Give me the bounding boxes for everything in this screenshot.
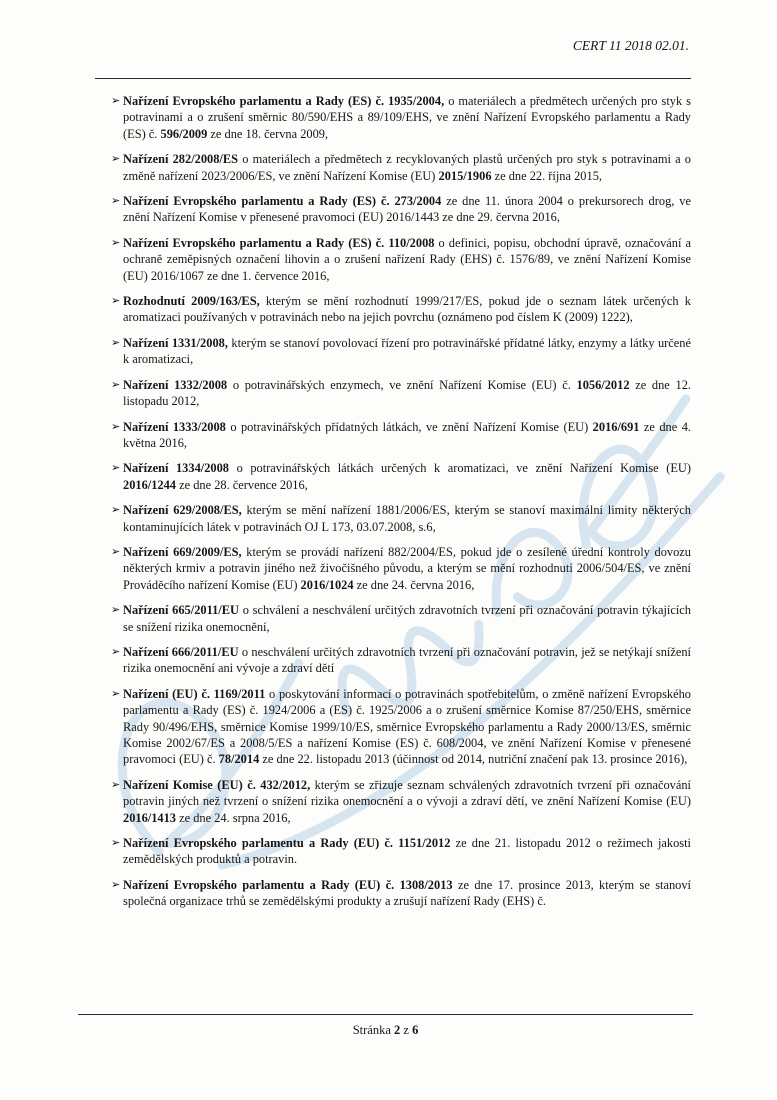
regulation-item [95, 644, 691, 677]
regulation-item [95, 835, 691, 868]
arrow-bullet-icon: ➢ [111, 195, 121, 208]
regulation-item [95, 419, 691, 452]
regulation-item [95, 93, 691, 142]
arrow-bullet-icon: ➢ [111, 504, 121, 517]
arrow-bullet-icon: ➢ [111, 378, 121, 391]
regulation-text: Nařízení Komise (EU) č. 432/2012, kterým se zřizuje seznam schválených zdravotních tvrzení při označování potravin jiných než tvrzení o snížení rizika onemocnění a o vývoji a zdraví dětí, ve znění Nařízení Komise (EU) 2016/1413 ze dne 24. srpna 2016, [123, 777, 691, 825]
regulation-text: Nařízení 1333/2008 o potravinářských přídatných látkách, ve znění Nařízení Komise (EU) 2016/691 ze dne 4. května 2016, [123, 419, 691, 450]
regulation-item [95, 335, 691, 368]
regulation-item [95, 460, 691, 493]
regulation-text: Nařízení 1331/2008, kterým se stanoví povolovací řízení pro potravinářské přídatné látky, enzymy a látky určené k aromatizaci, [123, 335, 692, 367]
regulation-text: Nařízení Evropského parlamentu a Rady (EU) č. 1308/2013 ze dne 17. prosince 2013, kterým se stanoví společná organizace trhů se zemědělskými produkty a zrušují nařízení Rady (EHS) č. [123, 877, 692, 909]
regulation-text: Nařízení 282/2008/ES o materiálech a předmětech z recyklovaných plastů určených pro styk s potravinami a o změně nařízení 2023/2006/ES, ve znění Nařízení Komise (EU) 2015/1906 ze dne 22. října 2015, [123, 152, 691, 183]
regulation-text: Rozhodnutí 2009/163/ES, kterým se mění rozhodnutí 1999/217/ES, pokud jde o seznam látek určených k aromatizaci používaných v potravinách nebo na jejich povrchu (oznámeno pod číslem K (2009) 1222), [123, 294, 691, 325]
regulation-text: Nařízení 1332/2008 o potravinářských enzymech, ve znění Nařízení Komise (EU) č. 1056/2012 ze dne 12. listopadu 2012, [123, 377, 691, 409]
regulation-item [95, 502, 691, 535]
arrow-bullet-icon: ➢ [111, 295, 121, 308]
regulation-text: Nařízení (EU) č. 1169/2011 o poskytování informací o potravinách spotřebitelům, o změně nařízení Evropského parlamentu a Rady (ES) č. 1924/2006 a (ES) č. 1925/2006 a o zrušení směrnice Komise 87/250/EHS, směrnice Rady 90/496/EHS, směrnice Komise 1999/10/ES, směrnice Evropského parlamentu a Rady 2000/13/ES, směrnic Komise 2002/67/ES a 2008/5/ES a nařízení Komise (ES) č. 608/2004, ve znění Nařízení Komise v přenesené pravomoci (EU) č. 78/2014 ze dne 22. listopadu 2013 (účinnost od 2014, nutriční značení pak 13. prosince 2016), [123, 686, 691, 767]
arrow-bullet-icon: ➢ [111, 153, 121, 166]
regulation-text: Nařízení Evropského parlamentu a Rady (ES) č. 1935/2004, o materiálech a předmětech určených pro styk s potravinami a o zrušení směrnic 80/590/EHS a 89/109/EHS, ve znění Nařízení Evropského parlamentu a Rady (ES) č. 596/2009 ze dne 18. června 2009, [123, 94, 691, 141]
arrow-bullet-icon: ➢ [111, 420, 121, 433]
regulation-item [95, 193, 691, 226]
arrow-bullet-icon: ➢ [111, 545, 121, 558]
arrow-bullet-icon: ➢ [111, 336, 121, 349]
regulation-item [95, 686, 691, 768]
regulation-text: Nařízení 669/2009/ES, kterým se provádí nařízení 882/2004/ES, pokud jde o zesílené úřední kontroly dovozu některých krmiv a potravin jiného než živočišného původu, a kterým se mění rozhodnutí 2006/504/ES, ve znění Prováděcího nařízení Komise (EU) 2016/1024 ze dne 24. června 2016, [123, 544, 691, 592]
arrow-bullet-icon: ➢ [111, 462, 121, 475]
footer-rule [78, 1014, 693, 1015]
regulation-text: Nařízení 666/2011/EU o neschválení určitých zdravotních tvrzení při označování potravin, jež se netýkají snížení rizika onemocnění ani vývoje a zdraví dětí [123, 644, 691, 676]
regulation-item [95, 877, 691, 910]
arrow-bullet-icon: ➢ [111, 687, 121, 700]
regulation-item [95, 235, 691, 284]
document-footer [78, 1014, 693, 1038]
arrow-bullet-icon: ➢ [111, 604, 121, 617]
regulation-text: Nařízení 1334/2008 o potravinářských látkách určených k aromatizaci, ve znění Nařízení Komise (EU) 2016/1244 ze dne 28. července 2016, [123, 461, 691, 492]
regulation-text: Nařízení 665/2011/EU o schválení a neschválení určitých zdravotních tvrzení při označování potravin týkajících se snížení rizika onemocnění, [123, 603, 692, 634]
header-rule [95, 78, 691, 79]
header-reference: CERT 11 2018 02.01. [572, 38, 689, 53]
arrow-bullet-icon: ➢ [111, 645, 121, 658]
regulation-text: Nařízení Evropského parlamentu a Rady (ES) č. 110/2008 o definici, popisu, obchodní úpravě, označování a ochraně zeměpisných označení lihovin a o zrušení nařízení Rady (EHS) č. 1576/89, ve znění Nařízení Komise (EU) 2016/1067 ze dne 1. července 2016, [123, 235, 691, 283]
regulation-item [95, 151, 691, 184]
regulation-item [95, 377, 691, 410]
arrow-bullet-icon: ➢ [111, 236, 121, 249]
arrow-bullet-icon: ➢ [111, 778, 121, 791]
regulation-item [95, 777, 691, 826]
regulation-item [95, 602, 691, 635]
arrow-bullet-icon: ➢ [111, 878, 121, 891]
regulation-text: Nařízení 629/2008/ES, kterým se mění nařízení 1881/2006/ES, kterým se stanoví maximální limity některých kontaminujících látek v potravinách OJ L 173, 03.07.2008, s.6, [123, 503, 691, 534]
page-number: Stránka 2 z 6 [352, 1023, 419, 1037]
regulation-item [95, 544, 691, 593]
arrow-bullet-icon: ➢ [111, 95, 121, 107]
document-header [95, 38, 691, 54]
regulation-item [95, 293, 691, 326]
regulation-list [95, 93, 691, 910]
regulation-text: Nařízení Evropského parlamentu a Rady (ES) č. 273/2004 ze dne 11. února 2004 o prekursorech drog, ve znění Nařízení Komise v přenesené pravomoci (EU) 2016/1443 ze dne 29. června 2016, [123, 194, 691, 225]
regulation-text: Nařízení Evropského parlamentu a Rady (EU) č. 1151/2012 ze dne 21. listopadu 2012 o režimech jakosti zemědělských produktů a potravin. [123, 836, 691, 867]
arrow-bullet-icon: ➢ [111, 837, 121, 850]
